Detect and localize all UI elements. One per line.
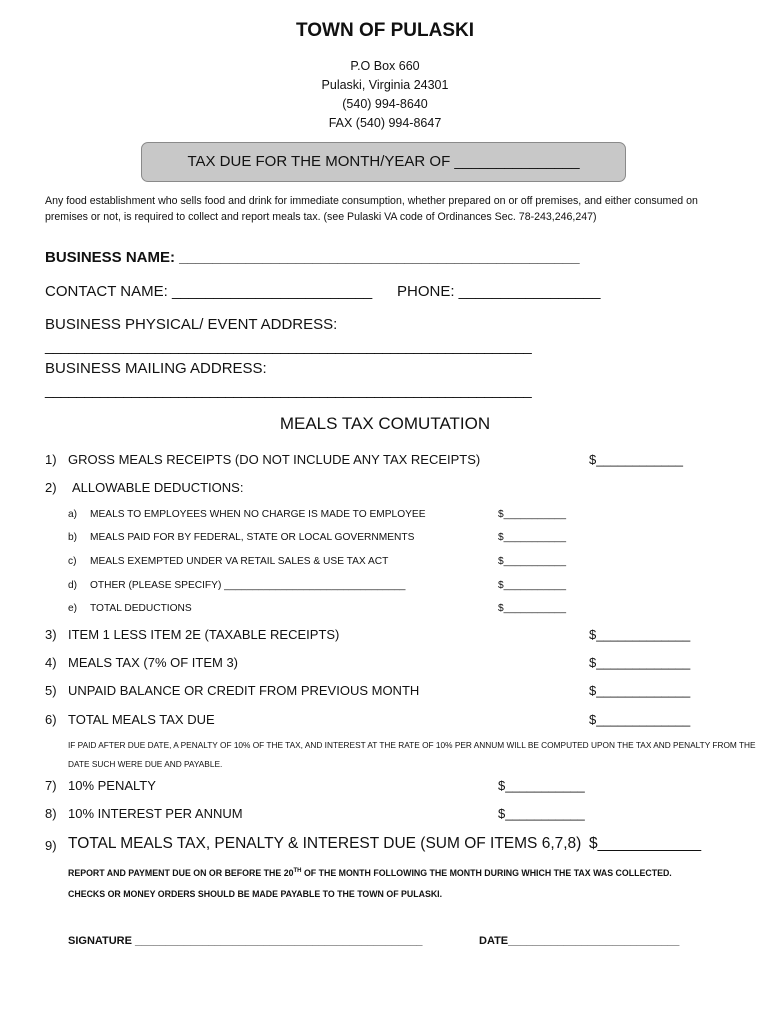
address-line-po-box: P.O Box 660 xyxy=(350,59,420,73)
report-due-note xyxy=(68,868,672,878)
total-deductions-amount[interactable]: $___________ xyxy=(498,603,566,614)
interest-amount[interactable]: $___________ xyxy=(498,806,585,821)
sub-letter: b) xyxy=(68,532,78,543)
physical-address-line[interactable]: ______________________________________________________________ xyxy=(45,338,532,355)
interest-label: 10% INTEREST PER ANNUM xyxy=(68,806,243,821)
allowable-deductions-label: ALLOWABLE DEDUCTIONS: xyxy=(72,480,244,495)
total-meals-tax-label: TOTAL MEALS TAX DUE xyxy=(68,712,215,727)
taxable-receipts-amount[interactable]: $_____________ xyxy=(589,627,691,642)
mailing-address-line[interactable]: ______________________________________________________________ xyxy=(45,382,532,399)
contact-name-field[interactable]: CONTACT NAME: ________________________ xyxy=(45,283,373,300)
item-number: 8) xyxy=(45,806,57,821)
mailing-address-label: BUSINESS MAILING ADDRESS: xyxy=(45,360,267,377)
exempt-meals-amount[interactable]: $___________ xyxy=(498,556,566,567)
signature-field[interactable]: SIGNATURE _______________________________________________ xyxy=(68,935,423,947)
employee-meals-label: MEALS TO EMPLOYEES WHEN NO CHARGE IS MADE TO EMPLOYEE xyxy=(90,509,426,520)
unpaid-balance-label: UNPAID BALANCE OR CREDIT FROM PREVIOUS MONTH xyxy=(68,683,420,698)
item-number: 6) xyxy=(45,712,57,727)
item-number: 3) xyxy=(45,627,57,642)
sub-letter: c) xyxy=(68,556,77,567)
penalty-label: 10% PENALTY xyxy=(68,778,156,793)
meals-tax-amount[interactable]: $_____________ xyxy=(589,655,691,670)
unpaid-balance-amount[interactable]: $_____________ xyxy=(589,683,691,698)
item-number: 5) xyxy=(45,683,57,698)
phone-field[interactable]: PHONE: _________________ xyxy=(397,283,601,300)
item-number: 7) xyxy=(45,778,57,793)
tax-due-banner-label: TAX DUE FOR THE MONTH/YEAR OF _______________ xyxy=(187,153,580,170)
grand-total-amount[interactable]: $____________ xyxy=(589,835,702,852)
intro-text: Any food establishment who sells food and drink for immediate consumption, whether prepared on or off premises, and either consumed on premises or not, is required to collect and report meals tax. (see Pulaski VA code of Ordinances Sec. 78-243,246,247) xyxy=(45,195,698,223)
item-number: 4) xyxy=(45,655,57,670)
other-deductions-amount[interactable]: $___________ xyxy=(498,580,566,591)
penalty-note: IF PAID AFTER DUE DATE, A PENALTY OF 10% OF THE TAX, AND INTEREST AT THE RATE OF 10% PER ANNUM WILL BE COMPUTED UPON THE TAX AND PENALTY FROM THE DATE SUCH WERE DUE AND PAYABLE. xyxy=(68,740,756,769)
sub-letter: e) xyxy=(68,603,78,614)
address-line-city: Pulaski, Virginia 24301 xyxy=(321,78,449,92)
item-number: 2) xyxy=(45,480,57,495)
report-due-text-end: OF THE MONTH FOLLOWING THE MONTH DURING WHICH THE TAX WAS COLLECTED. xyxy=(301,868,672,878)
government-meals-amount[interactable]: $___________ xyxy=(498,532,566,543)
business-name-field[interactable]: BUSINESS NAME: ________________________________________________ xyxy=(45,249,580,266)
total-deductions-label: TOTAL DEDUCTIONS xyxy=(90,603,192,614)
tax-due-month-year-field[interactable] xyxy=(141,142,626,182)
date-field[interactable]: DATE____________________________ xyxy=(479,935,680,947)
address-line-fax: FAX (540) 994-8647 xyxy=(328,116,442,130)
total-meals-tax-amount[interactable]: $_____________ xyxy=(589,712,691,727)
taxable-receipts-label: ITEM 1 LESS ITEM 2E (TAXABLE RECEIPTS) xyxy=(68,627,340,642)
item-number: 1) xyxy=(45,452,57,467)
payable-note: CHECKS OR MONEY ORDERS SHOULD BE MADE PAYABLE TO THE TOWN OF PULASKI. xyxy=(68,889,443,899)
report-due-ordinal-suffix: TH xyxy=(293,868,302,875)
other-deductions-label[interactable]: OTHER (PLEASE SPECIFY) ________________________________ xyxy=(90,580,406,591)
meals-tax-label: MEALS TAX (7% OF ITEM 3) xyxy=(68,655,238,670)
address-line-phone: (540) 994-8640 xyxy=(342,97,428,111)
exempt-meals-label: MEALS EXEMPTED UNDER VA RETAIL SALES & USE TAX ACT xyxy=(90,556,389,567)
sub-letter: d) xyxy=(68,580,78,591)
item-number: 9) xyxy=(45,838,57,853)
grand-total-label: TOTAL MEALS TAX, PENALTY & INTEREST DUE (SUM OF ITEMS 6,7,8) xyxy=(68,835,582,852)
penalty-amount[interactable]: $___________ xyxy=(498,778,585,793)
employee-meals-amount[interactable]: $___________ xyxy=(498,509,566,520)
government-meals-label: MEALS PAID FOR BY FEDERAL, STATE OR LOCAL GOVERNMENTS xyxy=(90,532,415,543)
sub-letter: a) xyxy=(68,509,78,520)
physical-address-label: BUSINESS PHYSICAL/ EVENT ADDRESS: xyxy=(45,316,338,333)
gross-receipts-amount[interactable]: $____________ xyxy=(589,452,683,467)
section-title: MEALS TAX COMUTATION xyxy=(279,414,491,433)
page-title: TOWN OF PULASKI xyxy=(295,20,475,41)
gross-receipts-label: GROSS MEALS RECEIPTS (DO NOT INCLUDE ANY TAX RECEIPTS) xyxy=(68,452,481,467)
report-due-text-start: REPORT AND PAYMENT DUE ON OR BEFORE THE 20 xyxy=(68,868,294,878)
